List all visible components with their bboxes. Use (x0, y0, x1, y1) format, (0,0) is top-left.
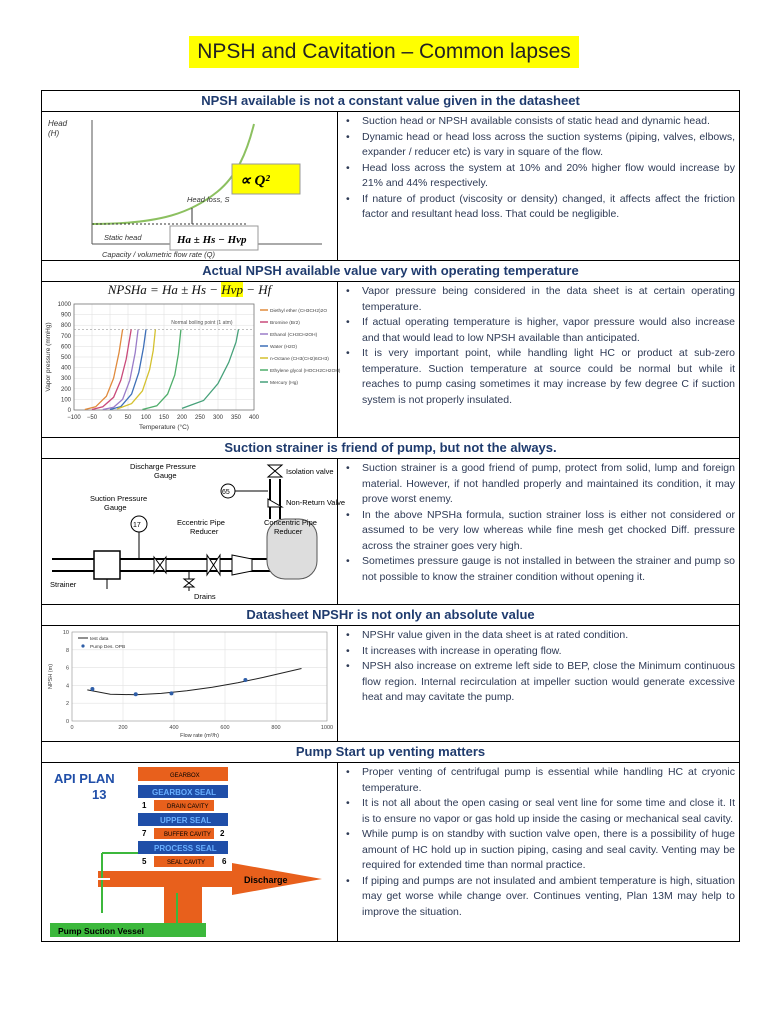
bullet: • Suction head or NPSH available consists of static head and dynamic head. (362, 114, 735, 130)
x-tick-label: 350 (230, 415, 242, 421)
bullet: • If piping and pumps are not insulated and ambient temperature is high, situation may get worse while change over. Continues venting, Plan 13M may help to improve the situation. (362, 874, 735, 921)
drains-label: Drains (194, 592, 216, 601)
section-heading: Pump Start up venting matters (42, 742, 739, 763)
y-tick-label: 6 (65, 665, 69, 672)
section-text (338, 112, 739, 260)
suction-gauge-label-2: Gauge (104, 503, 127, 512)
strainer-piping-diagram (42, 459, 346, 604)
y-label-h: (H) (48, 129, 60, 138)
discharge-gauge-label-2: Gauge (154, 471, 177, 480)
series-line (182, 329, 239, 408)
isolation-valve-label: Isolation valve (286, 467, 334, 476)
y-tick-label: 4 (65, 683, 69, 690)
api-plan-figure (42, 763, 338, 941)
x-tick-label: −100 (67, 415, 81, 421)
y-tick-label: 300 (60, 376, 71, 383)
num-6: 6 (222, 857, 227, 866)
y-tick-label: 8 (65, 647, 69, 654)
num-2: 2 (220, 829, 225, 838)
bullet: • In the above NPSHa formula, suction strainer loss is either not considered or assumed to be very low whereas while fine mesh get chocked Diff. pressure across the strainer goes very high. (362, 508, 735, 555)
data-point (169, 691, 173, 695)
bullet: • If actual operating temperature is higher, vapor pressure would also increase and that would lead to low NPSH available than anticipated. (362, 315, 735, 346)
bullet: • NPSHr value given in the data sheet is at rated condition. (362, 628, 735, 644)
buffer-cavity-label: BUFFER CAVITY (164, 832, 211, 838)
upper-seal-label: UPPER SEAL (160, 816, 212, 825)
section-text (338, 459, 739, 604)
section-heading: Suction strainer is friend of pump, but not the always. (42, 438, 739, 459)
drain-valve-icon (184, 579, 194, 587)
head-flow-diagram (42, 112, 337, 260)
x-tick-label: 50 (124, 415, 132, 421)
section-heading: NPSH available is not a constant value given in the datasheet (42, 91, 739, 112)
annotation-label: Normal boiling point (1 atm) (171, 320, 233, 327)
num-5: 5 (142, 857, 147, 866)
x-tick-label: 250 (194, 415, 206, 421)
section-operating-temperature (42, 261, 739, 438)
num-1: 1 (142, 801, 147, 810)
npshr-figure (42, 626, 338, 741)
x-tick-label: 100 (140, 415, 152, 421)
legend-label: Diethyl ether (CH3CH2)2O (270, 309, 328, 314)
legend-swatch (81, 644, 84, 647)
seal-cavity-label: SEAL CAVITY (167, 860, 206, 866)
nrv-label: Non-Return Valve (286, 498, 346, 507)
bullet: • Proper venting of centrifugal pump is essential while handling HC at cryonic temperature. (362, 765, 735, 796)
discharge-arrow (98, 863, 322, 923)
vapor-pressure-chart (42, 298, 341, 437)
y-tick-label: 700 (60, 333, 71, 340)
strainer-label: Strainer (50, 580, 77, 589)
drain-cavity-label: DRAIN CAVITY (167, 804, 209, 810)
y-tick-label: 600 (60, 344, 71, 351)
legend-label: n-Octane (CH3(CH2)6CH3) (270, 357, 329, 362)
section-text (338, 626, 739, 741)
y-tick-label: 100 (60, 397, 71, 404)
npsha-formula (42, 282, 337, 298)
gearbox-label: GEARBOX (170, 773, 200, 779)
api-plan-13-diagram (42, 763, 337, 941)
x-tick-label: 0 (70, 725, 74, 731)
y-axis-label: Vapor pressure (mmHg) (45, 322, 52, 392)
x-axis-label: Flow rate (m³/h) (180, 733, 219, 739)
y-tick-label: 1000 (57, 302, 71, 308)
data-point (134, 692, 138, 696)
suction-gauge-label: Suction Pressure (90, 494, 148, 503)
series-line (92, 329, 131, 409)
section-npsh-available (42, 91, 739, 261)
legend-label: Ethanol (CH3CH2OH) (270, 333, 318, 338)
y-tick-label: 900 (60, 312, 71, 319)
bullet: • It increases with increase in operating flow. (362, 644, 735, 660)
x-tick-label: 0 (108, 415, 112, 421)
bullet: • Dynamic head or head loss across the suction systems (piping, valves, elbows, expander / reducer etc) is vary in square of the flow. (362, 130, 735, 161)
y-tick-label: 200 (60, 386, 71, 393)
y-tick-label: 0 (67, 408, 71, 414)
page-title: NPSH and Cavitation – Common lapses (189, 36, 579, 68)
head-flow-figure (42, 112, 338, 260)
y-tick-label: 500 (60, 355, 71, 361)
legend-label: Bromine (Br2) (270, 321, 300, 326)
x-tick-label: 200 (176, 415, 188, 421)
section-suction-strainer (42, 438, 739, 605)
legend-label: Water (H2O) (270, 345, 298, 350)
y-tick-label: 10 (62, 630, 69, 636)
x-label-capacity: Capacity / volumetric flow rate (Q) (102, 250, 215, 259)
bullet: • NPSH also increase on extreme left side to BEP, close the Minimum continuous flow region. Internal recirculation at impeller suction would generate excessive heat and may cavitate the pump. (362, 659, 735, 706)
static-head-label: Static head (104, 233, 142, 242)
data-point (90, 687, 94, 691)
y-label-head: Head (48, 119, 68, 128)
vapor-pressure-figure (42, 282, 341, 437)
api-plan-label: API PLAN (54, 771, 115, 786)
fit-curve (87, 669, 301, 695)
x-tick-label: −50 (86, 415, 98, 421)
y-axis-label: NPSH (m) (48, 663, 54, 690)
x-tick-label: 200 (118, 725, 128, 731)
strainer-figure (42, 459, 346, 604)
bullet: • It is not all about the open casing or seal vent line for some time and close it. It is to ensure no vapor or gas hold up inside the casing or mechanical seal cavity. (362, 796, 735, 827)
section-heading: Datasheet NPSHr is not only an absolute value (42, 605, 739, 626)
eccentric-label-2: Reducer (190, 527, 219, 536)
legend-label: Mercury (Hg) (270, 381, 298, 386)
process-seal-label: PROCESS SEAL (154, 844, 217, 853)
concentric-label: Concentric Pipe (264, 518, 317, 527)
discharge-label: Discharge (244, 875, 288, 885)
gauge-17: 17 (133, 522, 141, 529)
bullet: • Sometimes pressure gauge is not installed in between the strainer and pump so not possible to know the strainer condition without opening it. (362, 554, 735, 585)
y-tick-label: 2 (65, 701, 69, 708)
x-tick-label: 600 (220, 725, 230, 731)
legend-label: test data (90, 637, 109, 642)
gearbox-seal-label: GEARBOX SEAL (152, 788, 217, 797)
formula-hvp: Hvp (221, 282, 243, 297)
bullet: • Vapor pressure being considered in the data sheet is at certain operating temperature. (362, 284, 735, 315)
eccentric-label: Eccentric Pipe (177, 518, 225, 527)
bullet: • If nature of product (viscosity or density) changed, it affects affect the friction factor and resultant head loss. That could be negligible. (362, 192, 735, 223)
legend-label: Pump Des. OPB (90, 645, 126, 650)
formula-lhs: NPSHa = Ha ± Hs − (107, 282, 222, 297)
head-loss-label: Head loss, S (187, 195, 230, 204)
x-tick-label: 150 (158, 415, 170, 421)
bullet: • Head loss across the system at 10% and 20% higher flow would increase by 21% and 44% respectively. (362, 161, 735, 192)
gauge-65: 65 (222, 489, 230, 496)
y-tick-label: 400 (60, 365, 71, 372)
section-heading: Actual NPSH available value vary with operating temperature (42, 261, 739, 282)
legend-label: Ethylene glycol (HOCH2CH2OH) (270, 369, 341, 374)
x-tick-label: 800 (271, 725, 281, 731)
section-text (338, 763, 739, 941)
proportional-formula: ∝ Q² (240, 173, 270, 189)
discharge-gauge-label: Discharge Pressure (130, 462, 196, 471)
reducer-icon (232, 555, 252, 575)
x-axis-label: Temperature (°C) (139, 424, 189, 431)
bullet: • While pump is on standby with suction valve open, there is a possibility of huge amount of HC hold up in suction piping, casing and seal cavity. Venting may be required for extended time than normal practice. (362, 827, 735, 874)
x-tick-label: 400 (248, 415, 260, 421)
section-npshr (42, 605, 739, 742)
bullet: • Suction strainer is a good friend of pump, protect from solid, lump and foreign material. However, if not handled properly and maintained its condition, it may prove worst enemy. (362, 461, 735, 508)
suction-vessel-label: Pump Suction Vessel (58, 926, 144, 936)
api-plan-number: 13 (92, 787, 107, 802)
formula-rhs: − Hf (242, 282, 272, 297)
x-tick-label: 1000 (320, 725, 334, 731)
series-line (85, 329, 123, 409)
strainer-body (94, 551, 120, 579)
data-point (243, 678, 247, 682)
x-tick-label: 300 (212, 415, 224, 421)
concentric-label-2: Reducer (274, 527, 303, 536)
num-7: 7 (142, 829, 147, 838)
section-venting (42, 742, 739, 941)
equation-formula: Ha ± Hs − Hvp (177, 234, 247, 246)
isolation-valve-icon (268, 465, 282, 477)
title-wrap (0, 36, 768, 68)
series-line (142, 329, 181, 409)
y-tick-label: 0 (65, 719, 69, 725)
document-table (41, 90, 740, 942)
y-tick-label: 800 (60, 323, 71, 330)
section-text (338, 282, 739, 437)
bullet: • It is very important point, while handling light HC or product at sub-zero temperature. Suction temperature at source could be normal but while it reaches to pump casing sometimes it may increase by few degree C if suction system is not properly insulated. (362, 346, 735, 408)
head-loss-curve (92, 124, 254, 224)
x-tick-label: 400 (169, 725, 179, 731)
npshr-chart (42, 626, 337, 741)
